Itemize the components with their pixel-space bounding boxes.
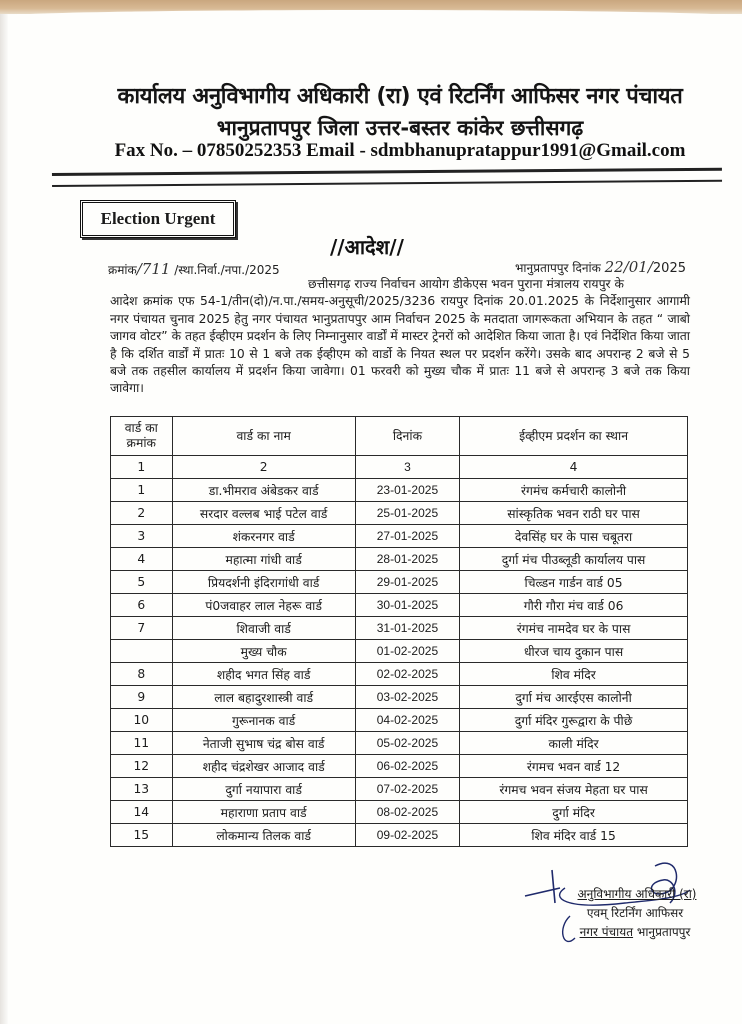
order-number-suffix: /स्था.निर्वा./नपा./2025 <box>170 263 280 277</box>
evm-place-cell: धीरज चाय दुकान पास <box>460 640 688 663</box>
table-row <box>111 663 688 686</box>
order-title: //आदेश// <box>330 235 404 259</box>
table-row <box>111 801 688 824</box>
page-edge-shadow <box>0 14 8 1024</box>
evm-place-cell: रंगमंच नामदेव घर के पास <box>460 617 688 640</box>
evm-place-cell: सांस्कृतिक भवन राठी घर पास <box>460 502 688 525</box>
column-number: 3 <box>355 456 459 479</box>
signatory-designation: अनुविभागीय अधिकारी (रा) <box>577 887 697 901</box>
order-date-handwritten: 22/01/ <box>604 258 653 276</box>
evm-place-cell: शिव मंदिर <box>460 663 688 686</box>
date-cell: 31-01-2025 <box>355 617 459 640</box>
ward-name-cell: मुख्य चौक <box>172 640 355 663</box>
ward-rows <box>111 479 688 847</box>
evm-place-cell: शिव मंदिर वार्ड 15 <box>460 824 688 847</box>
ward-name-cell: लाल बहादुरशास्त्री वार्ड <box>172 686 355 709</box>
order-number-prefix: क्रमांक <box>108 263 137 277</box>
ward-name-cell: डा.भीमराव अंबेडकर वार्ड <box>172 479 355 502</box>
date-cell: 28-01-2025 <box>355 548 459 571</box>
ward-number-cell: 15 <box>111 824 173 847</box>
date-cell: 30-01-2025 <box>355 594 459 617</box>
ward-number-cell: 3 <box>111 525 173 548</box>
date-cell: 06-02-2025 <box>355 755 459 778</box>
evm-place-cell: दुर्गा मंदिर गुरूद्वारा के पीछे <box>460 709 688 732</box>
evm-place-cell: देवसिंह घर के पास चबूतरा <box>460 525 688 548</box>
order-body-paragraph: आदेश क्रमांक एफ 54-1/तीन(दो)/न.पा./समय-अनुसूची/2025/3236 रायपुर दिनांक 20.01.2025 के निर्देशानुसार आगामी नगर पंचायत चुनाव 2025 हेतु नगर पंचायत भानुप्रतापपुर आम निर्वाचन 2025 के मतदाता जागरूकता अभियान के तहत “ जाबो जागव वोटर” के तहत ईव्हीएम प्रदर्शन के लिए निम्नानुसार वार्डों में मास्टर ट्रेनरों को आदेशित किया जाता है। एवं निर्देशित किया जाता है कि दर्शित वार्डों में प्रातः 10 से 1 बजे तक ईव्हीएम को वार्डो के नियत स्थल पर प्रदर्शन करेंगे। उसके बाद अपरान्ह 2 बजे से 5 बजे तक तहसील कार्यालय में प्रदर्शन किया जावेगा। 01 फरवरी को मुख्य चौक में प्रातः 11 बजे से अपरान्ह 3 बजे तक किया जावेगा। <box>110 294 690 396</box>
date-cell: 07-02-2025 <box>355 778 459 801</box>
order-number-handwritten: /711 <box>136 260 171 278</box>
election-urgent-label: Election Urgent <box>100 209 216 228</box>
date-cell: 25-01-2025 <box>355 502 459 525</box>
date-cell: 08-02-2025 <box>355 801 459 824</box>
evm-place-cell: चिल्र्डन गार्डन वार्ड 05 <box>460 571 688 594</box>
signatory-role: एवम् रिटर्निंग आफिसर <box>586 906 684 920</box>
column-number: 1 <box>111 456 173 479</box>
order-date-year: 2025 <box>652 261 686 276</box>
table-row <box>111 548 688 571</box>
table-row <box>111 479 688 502</box>
evm-place-cell: गौरी गौरा मंच वार्ड 06 <box>460 594 688 617</box>
date-cell: 04-02-2025 <box>355 709 459 732</box>
header-ward-name: वार्ड का नाम <box>172 417 355 456</box>
ward-name-cell: महात्मा गांधी वार्ड <box>172 548 355 571</box>
ward-name-cell: शिवाजी वार्ड <box>172 617 355 640</box>
ward-number-cell: 6 <box>111 594 173 617</box>
order-body <box>110 276 690 398</box>
letterhead-location: भानुप्रतापपुर जिला उत्तर-बस्तर कांकेर छत्तीसगढ़ <box>216 116 584 140</box>
ward-number-cell: 5 <box>111 571 173 594</box>
evm-place-cell: रंगमंच कर्मचारी कालोनी <box>460 479 688 502</box>
ward-number-cell: 12 <box>111 755 173 778</box>
header-date: दिनांक <box>355 417 459 456</box>
ward-number-cell: 11 <box>111 732 173 755</box>
ward-name-cell: शहीद भगत सिंह वार्ड <box>172 663 355 686</box>
ward-name-cell: शहीद चंद्रशेखर आजाद वार्ड <box>172 755 355 778</box>
date-cell: 02-02-2025 <box>355 663 459 686</box>
table-row <box>111 732 688 755</box>
letterhead-contact: Fax No. – 07850252353 Email - sdmbhanupratappur1991@Gmail.com <box>114 140 686 161</box>
order-body-first-line: छत्तीसगढ़ राज्य निर्वाचन आयोग डीकेएस भवन पुराना मंत्रालय रायपुर के <box>308 277 624 291</box>
date-cell: 03-02-2025 <box>355 686 459 709</box>
date-cell: 23-01-2025 <box>355 479 459 502</box>
ward-name-cell: प्रियदर्शनी इंदिरागांधी वार्ड <box>172 571 355 594</box>
ward-name-cell: दुर्गा नयापारा वार्ड <box>172 778 355 801</box>
date-cell: 27-01-2025 <box>355 525 459 548</box>
date-cell: 09-02-2025 <box>355 824 459 847</box>
ward-number-cell: 13 <box>111 778 173 801</box>
ward-number-cell <box>111 640 173 663</box>
table-column-number-row <box>111 456 688 479</box>
signatory-office <box>555 923 715 942</box>
table-row <box>111 571 688 594</box>
ward-name-cell: लोकमान्य तिलक वार्ड <box>172 824 355 847</box>
table-header-row <box>111 417 688 456</box>
table-row <box>111 709 688 732</box>
evm-place-cell: रंगमच भवन वार्ड 12 <box>460 755 688 778</box>
ward-number-cell: 8 <box>111 663 173 686</box>
letterhead-office-title: कार्यालय अनुविभागीय अधिकारी (रा) एवं रिटर्निंग आफिसर नगर पंचायत <box>117 84 683 109</box>
header-evm-place: ईव्हीएम प्रदर्शन का स्थान <box>460 417 688 456</box>
ward-number-cell: 9 <box>111 686 173 709</box>
election-urgent-stamp <box>80 200 236 238</box>
table-row <box>111 594 688 617</box>
ward-schedule-table <box>110 416 688 847</box>
ward-name-cell: नेताजी सुभाष चंद्र बोस वार्ड <box>172 732 355 755</box>
signatory-office-underlined: नगर पंचायत <box>579 925 634 939</box>
table-row <box>111 686 688 709</box>
table-row <box>111 502 688 525</box>
date-cell: 01-02-2025 <box>355 640 459 663</box>
ward-name-cell: सरदार वल्लब भाई पटेल वार्ड <box>172 502 355 525</box>
ward-number-cell: 1 <box>111 479 173 502</box>
column-number: 2 <box>172 456 355 479</box>
table-row <box>111 824 688 847</box>
date-cell: 29-01-2025 <box>355 571 459 594</box>
evm-place-cell: दुर्गा मंच आरईएस कालोनी <box>460 686 688 709</box>
evm-place-cell: दुर्गा मंदिर <box>460 801 688 824</box>
ward-number-cell: 4 <box>111 548 173 571</box>
order-date <box>515 258 686 276</box>
ward-name-cell: गुरूनानक वार्ड <box>172 709 355 732</box>
ward-name-cell: शंकरनगर वार्ड <box>172 525 355 548</box>
evm-place-cell: रंगमच भवन संजय मेहता घर पास <box>460 778 688 801</box>
evm-place-cell: काली मंदिर <box>460 732 688 755</box>
ward-number-cell: 14 <box>111 801 173 824</box>
column-number: 4 <box>460 456 688 479</box>
ward-name-cell: महाराणा प्रताप वार्ड <box>172 801 355 824</box>
table-row <box>111 640 688 663</box>
ward-number-cell: 7 <box>111 617 173 640</box>
signatory-office-rest: भानुप्रतापपुर <box>633 925 691 939</box>
table-row <box>111 525 688 548</box>
order-date-prefix: भानुप्रतापपुर दिनांक <box>515 261 605 275</box>
table-row <box>111 617 688 640</box>
table-row <box>111 778 688 801</box>
evm-place-cell: दुर्गा मंच पीउब्लूडी कार्यालय पास <box>460 548 688 571</box>
header-ward-number: वार्ड का क्रमांक <box>111 417 173 456</box>
signature-block <box>555 885 715 942</box>
ward-name-cell: पं0जवाहर लाल नेहरू वार्ड <box>172 594 355 617</box>
ward-number-cell: 2 <box>111 502 173 525</box>
ward-number-cell: 10 <box>111 709 173 732</box>
table-row <box>111 755 688 778</box>
date-cell: 05-02-2025 <box>355 732 459 755</box>
